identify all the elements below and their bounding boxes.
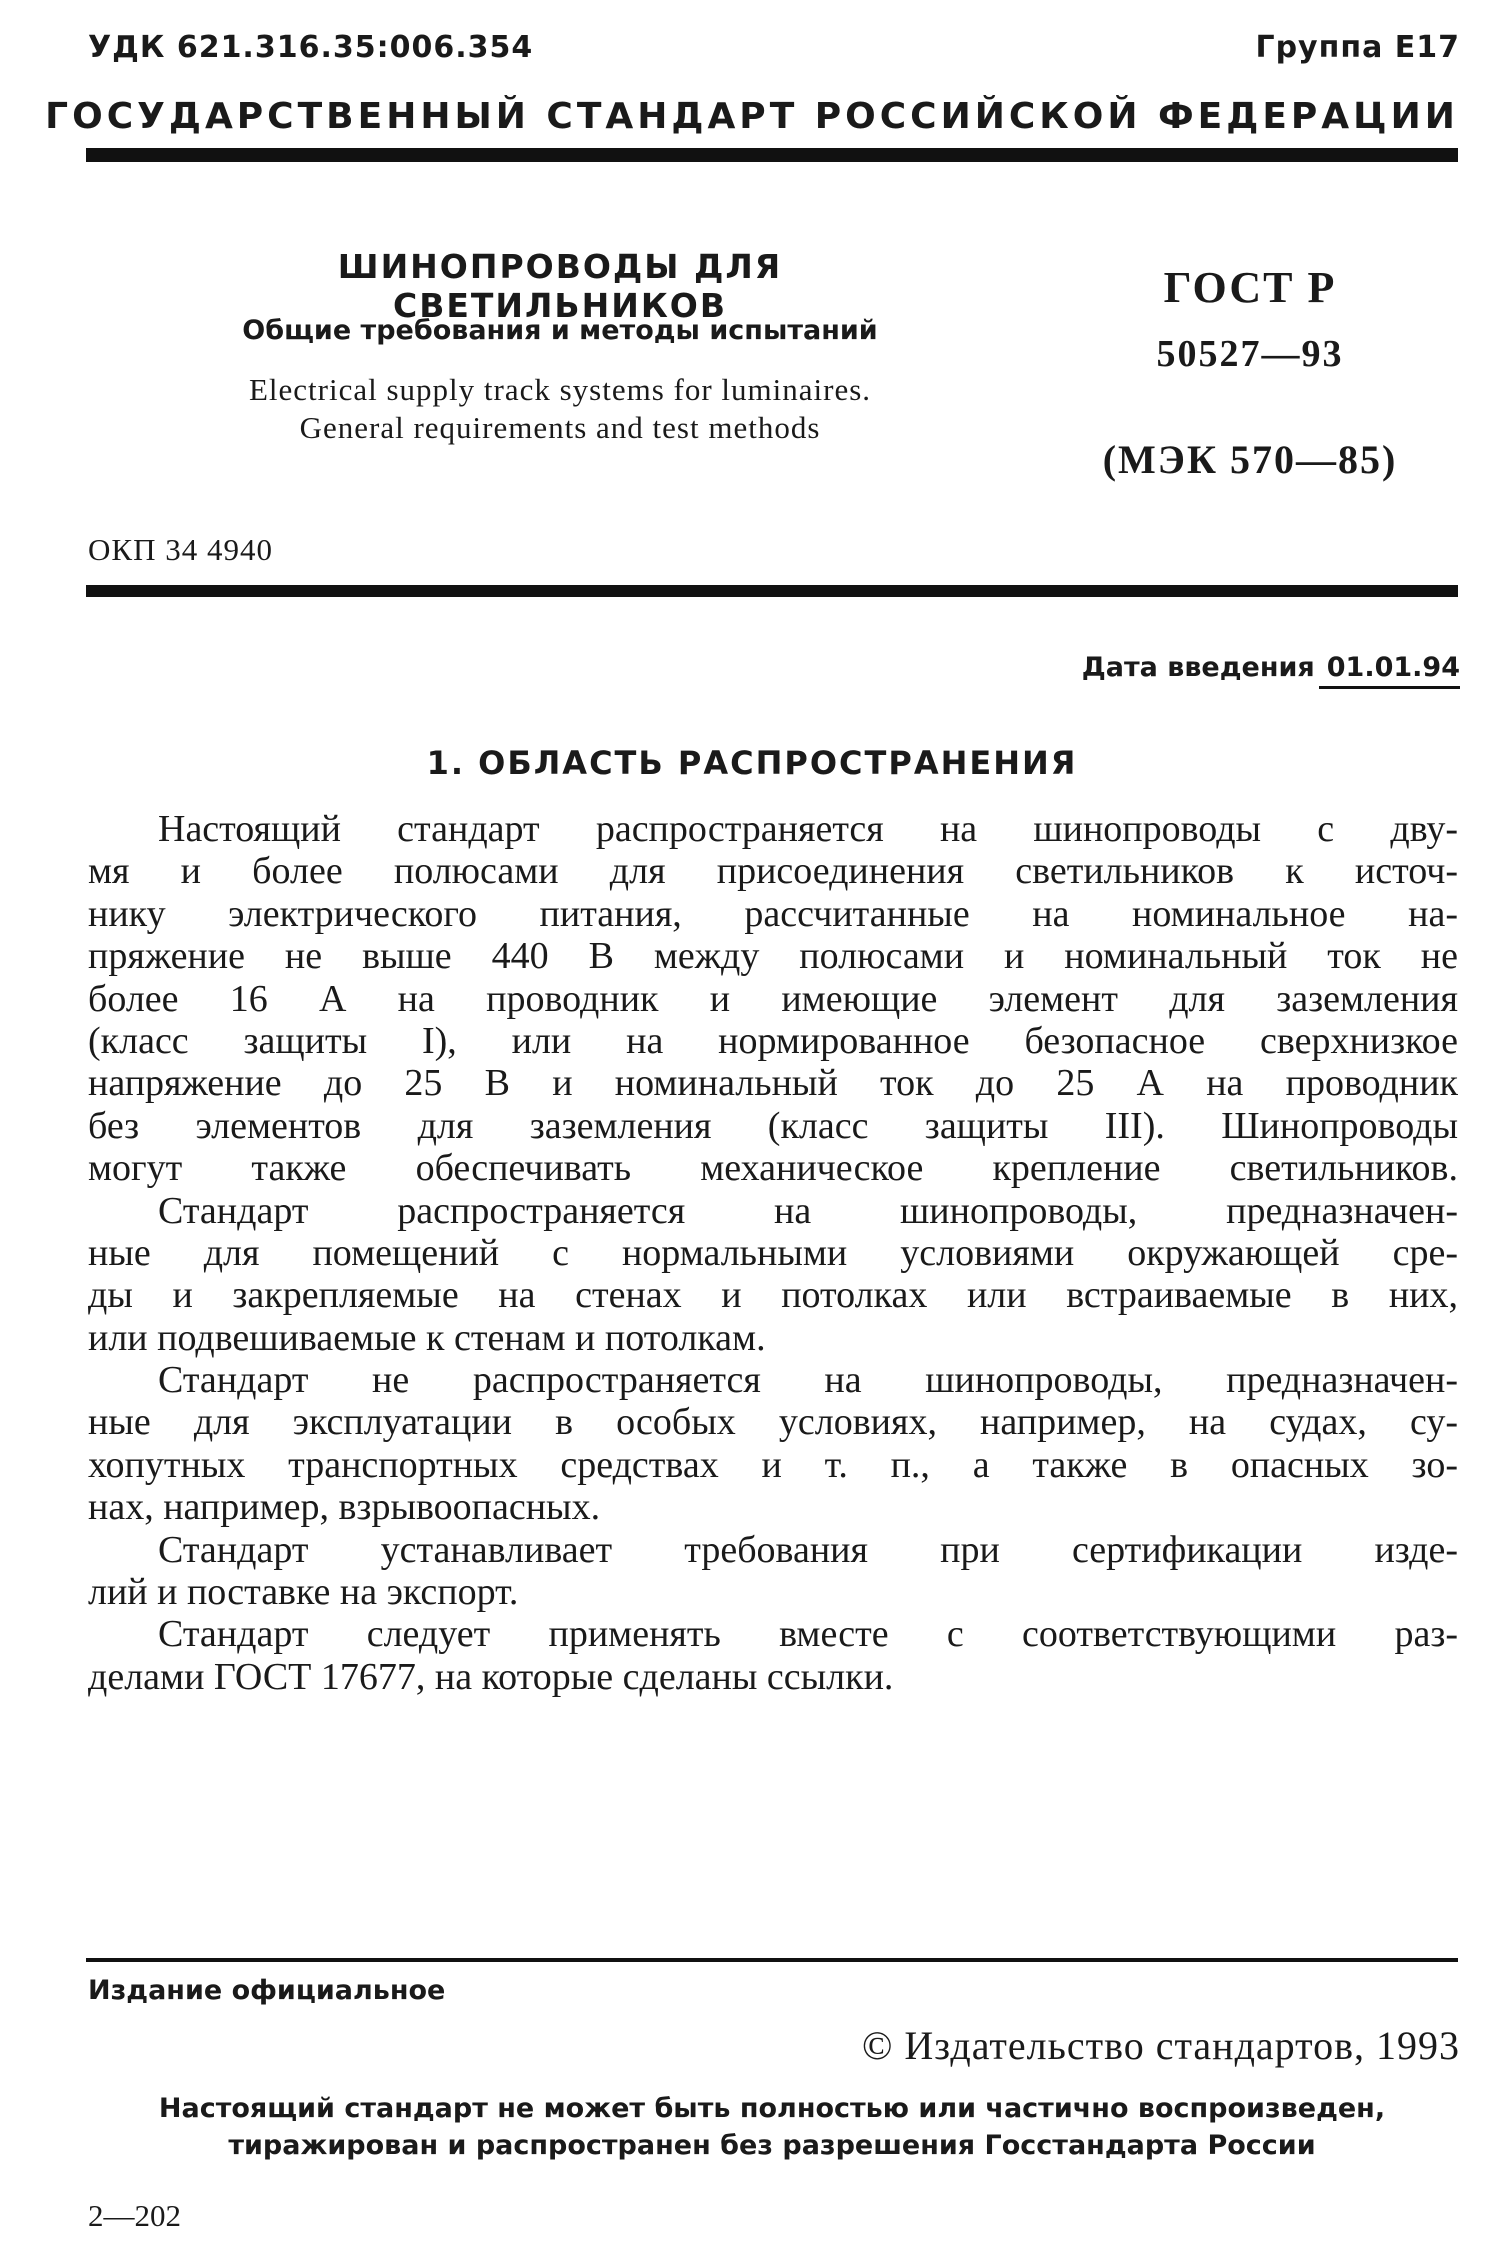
body-line: нику электрического питания, рассчитанные на номинальное на- — [88, 892, 1458, 935]
body-line: хопутных транспортных средствах и т. п., а также в опасных зо- — [88, 1443, 1458, 1486]
gost-number: 50527—93 — [1156, 333, 1344, 375]
udk-code: УДК 621.316.35:006.354 — [88, 30, 534, 65]
body-line: или подвешиваемые к стенам и потолкам. — [88, 1316, 766, 1359]
body-line: делами ГОСТ 17677, на которые сделаны ссылки. — [88, 1655, 894, 1698]
document-title: ШИНОПРОВОДЫ ДЛЯ СВЕТИЛЬНИКОВ — [337, 247, 783, 325]
copyright-text: Издательство стандартов, 1993 — [904, 2023, 1460, 2068]
state-standard-heading: ГОСУДАРСТВЕННЫЙ СТАНДАРТ РОССИЙСКОЙ ФЕДЕРАЦИИ — [45, 96, 1459, 137]
copyright-icon: © — [861, 2023, 894, 2068]
header-divider — [86, 148, 1458, 162]
edition-label: Издание официальное — [88, 1975, 446, 2006]
footer-divider — [86, 1958, 1458, 1962]
body-line: мя и более полюсами для присоединения светильников к источ- — [88, 850, 1458, 893]
body-line: ды и закрепляемые на стенах и потолках или встраиваемые в них, — [88, 1274, 1458, 1317]
body-line: более 16 А на проводник и имеющие элемент для заземления — [88, 977, 1458, 1020]
body-line: (класс защиты I), или на нормированное безопасное сверхнизкое — [88, 1019, 1458, 1062]
notice-line-1: Настоящий стандарт не может быть полностью или частично воспроизведен, — [158, 2093, 1386, 2124]
body-line: без элементов для заземления (класс защиты III). Шинопроводы — [88, 1104, 1458, 1147]
body-line: Стандарт распространяется на шинопроводы, предназначен- — [158, 1189, 1458, 1232]
body-line: ные для помещений с нормальными условиями окружающей сре- — [88, 1231, 1458, 1274]
section-heading: 1. ОБЛАСТЬ РАСПРОСТРАНЕНИЯ — [426, 744, 1078, 782]
body-line: Стандарт не распространяется на шинопроводы, предназначен- — [158, 1359, 1458, 1402]
copyright — [862, 2022, 1460, 2069]
body-line: Стандарт устанавливает требования при сертификации изде- — [158, 1528, 1458, 1571]
group-code: Группа Е17 — [1255, 30, 1460, 65]
body-line: Стандарт следует применять вместе с соответствующими раз- — [158, 1613, 1458, 1656]
section-body — [88, 808, 1458, 1698]
body-line: лий и поставке на экспорт. — [88, 1571, 519, 1614]
page-code: 2—202 — [88, 2198, 181, 2233]
iec-reference: (МЭК 570—85) — [1102, 437, 1398, 482]
body-line: нах, например, взрывоопасных. — [88, 1486, 601, 1529]
body-line: напряжение до 25 В и номинальный ток до 25 А на проводник — [88, 1062, 1458, 1105]
introduction-date — [1082, 652, 1460, 689]
date-label: Дата введения — [1081, 652, 1315, 683]
body-line: ные для эксплуатации в особых условиях, например, на судах, су- — [88, 1401, 1458, 1444]
body-line: могут также обеспечивать механическое крепление светильников. — [88, 1147, 1458, 1190]
title-divider — [86, 585, 1458, 597]
notice-line-2: тиражирован и распространен без разрешения Госстандарта России — [228, 2130, 1316, 2161]
english-title-line-1: Electrical supply track systems for luminaires. — [248, 372, 872, 407]
body-line: пряжение не выше 440 В между полюсами и номинальный ток не — [88, 935, 1458, 978]
okp-code: ОКП 34 4940 — [88, 532, 273, 567]
document-subtitle: Общие требования и методы испытаний — [242, 315, 878, 346]
gost-label: ГОСТ Р — [1163, 263, 1337, 312]
body-line: Настоящий стандарт распространяется на шинопроводы с дву- — [158, 808, 1458, 850]
reproduction-notice — [86, 2090, 1458, 2164]
date-value: 01.01.94 — [1319, 652, 1460, 689]
english-title-line-2: General requirements and test methods — [299, 410, 821, 445]
